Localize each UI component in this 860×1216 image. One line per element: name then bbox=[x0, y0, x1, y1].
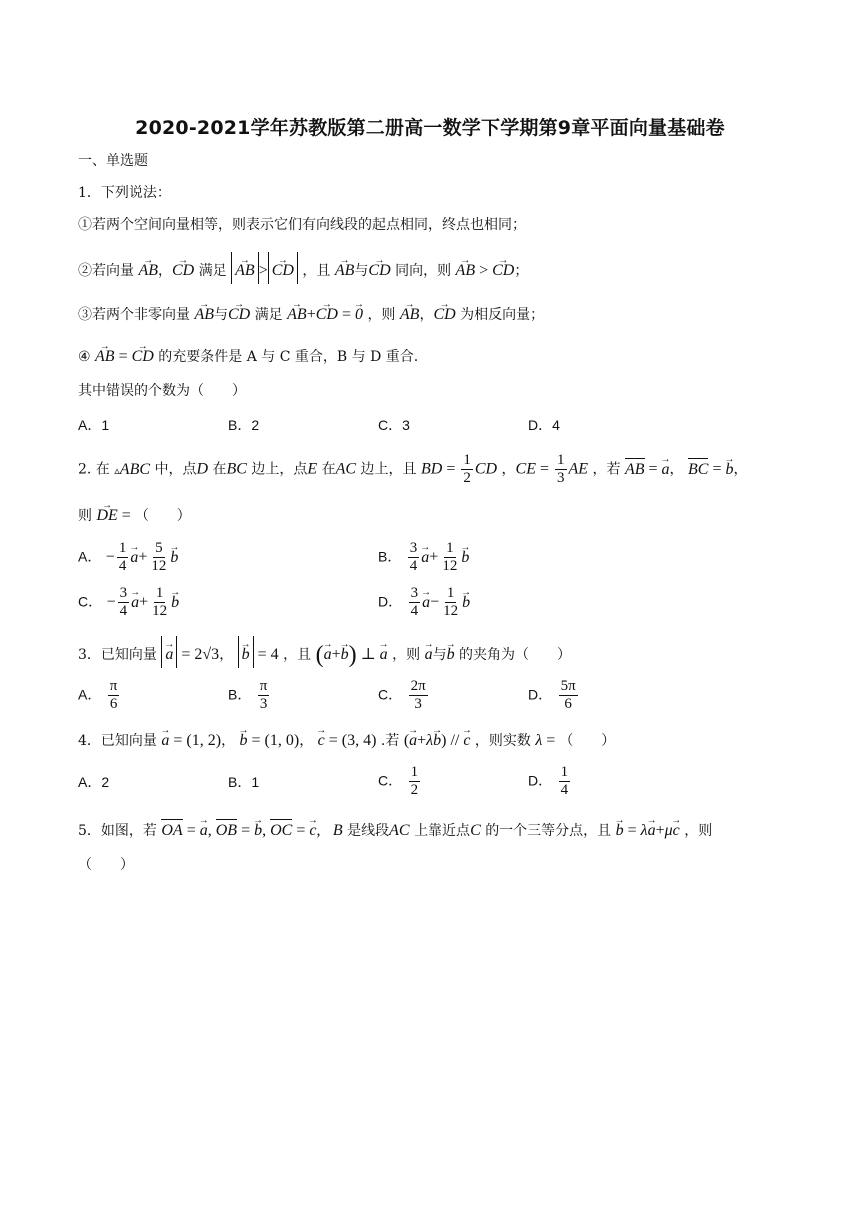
q3-stem: 3．已知向量 → a = 2√3， → b = 4 ，且 (→ a+→ b) ⊥ → a ，则 → a与→ b 的夹角为（ ） bbox=[78, 636, 571, 668]
q4-option-c[interactable]: C． $\frac{1}{2}$ bbox=[378, 764, 419, 798]
q1-ask: 其中错误的个数为（ ） bbox=[78, 383, 246, 399]
q2-option-a[interactable]: A． − $\frac{1}{4}$ → a+ $\frac{5}{12}$ → b bbox=[78, 540, 178, 575]
q5-answer-blank: （ ） bbox=[78, 857, 134, 873]
q1-option-d[interactable]: D．4 bbox=[528, 417, 560, 433]
q1-statement-3: ③若两个非零向量 → AB与→ CD 满足 → AB+→ CD = → 0 ，则 → AB，→ CD 为相反向量； bbox=[78, 299, 544, 325]
q1-option-c[interactable]: C．3 bbox=[378, 417, 410, 433]
q2-option-b[interactable]: B． $\frac{3}{4}$ → a+ $\frac{1}{12}$ → b bbox=[378, 540, 469, 575]
q1-option-b[interactable]: B．2 bbox=[228, 417, 260, 433]
q3-option-d[interactable]: D． $\frac{5\pi}{6}$ bbox=[528, 678, 576, 712]
page-title: 2020-2021学年苏教版第二册高一数学下学期第9章平面向量基础卷 bbox=[135, 117, 725, 139]
q1-statement-1: ①若两个空间向量相等，则表示它们有向线段的起点相同，终点也相同； bbox=[78, 217, 526, 233]
q1-stem: 1．下列说法： bbox=[78, 185, 171, 201]
q3-option-c[interactable]: C． $\frac{2\pi}{3}$ bbox=[378, 678, 426, 712]
section-heading: 一、单选题 bbox=[78, 153, 148, 169]
q2-stem-2: 则 → DE = （ ） bbox=[78, 500, 191, 526]
q2-stem: 2. 在 ▵ABC 中，点D 在BC 边上，点E 在AC 边上，且 BD = $\frac{1}{2}$ CD ，CE = $\frac{1}{3}$ AE ，若 AB = → a， BC = → b， bbox=[78, 452, 747, 487]
q2-option-c[interactable]: C． − $\frac{3}{4}$ → a+ $\frac{1}{12}$ → b bbox=[78, 585, 179, 620]
q4-option-a[interactable]: A．2 bbox=[78, 774, 110, 790]
q5-stem: 5．如图，若 OA = → a, OB = → b, OC = → c, B 是线段AC 上靠近点C 的一个三等分点，且 → b = λ→ a+μ→ c ，则 bbox=[78, 815, 712, 841]
q1-statement-2: ②若向量 → AB，→ CD 满足 → AB >→ CD ，且 → AB与→ CD 同向，则 → AB > → CD； bbox=[78, 252, 528, 284]
q3-option-b[interactable]: B． $\frac{\pi}{3}$ bbox=[228, 678, 268, 712]
q1-statement-4: ④ → AB = → CD 的充要条件是 A 与 C 重合，B 与 D 重合. bbox=[78, 341, 418, 367]
q3-option-a[interactable]: A． $\frac{\pi}{6}$ bbox=[78, 678, 118, 712]
q4-stem: 4．已知向量 → a = (1, 2)， → b = (1, 0)， → c = (3, 4) .若 (→ a+λ→ b) // → c ，则实数 λ = （ ） bbox=[78, 725, 615, 751]
q4-option-d[interactable]: D． $\frac{1}{4}$ bbox=[528, 764, 569, 798]
q1-option-a[interactable]: A．1 bbox=[78, 417, 110, 433]
q4-option-b[interactable]: B．1 bbox=[228, 774, 260, 790]
q2-option-d[interactable]: D． $\frac{3}{4}$ → a− $\frac{1}{12}$ → b bbox=[378, 585, 470, 620]
